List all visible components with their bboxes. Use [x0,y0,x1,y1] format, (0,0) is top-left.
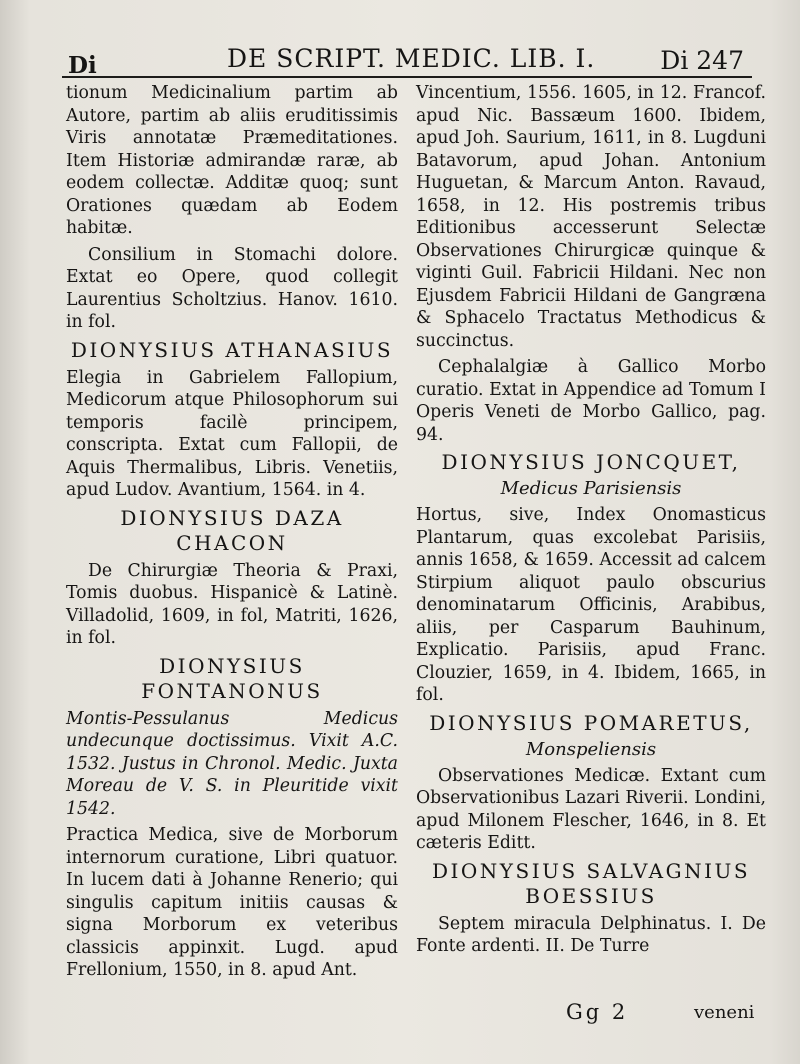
entry-heading: DIONYSIUS FONTANONUS [141,653,323,703]
text-paragraph: Montis-Pessulanus Medicus undecunque doctissimus. Vixit A.C. 1532. Justus in Chronol. Medic. Juxta Moreau de V. S. in Pleuritide vixit 1542. [66,708,398,819]
entry-subheading: Medicus Parisiensis [500,478,682,499]
text-paragraph: Cephalalgiæ à Gallico Morbo curatio. Extat in Appendice ad Tomum I Operis Veneti de Morbo Gallico, pag. 94. [416,357,766,445]
text-paragraph: Practica Medica, sive de Morborum internorum curatione, Libri quatuor. In lucem dati à Johanne Renerio; qui singulis capitum initiis causas & signa Morborum ex veteribus classicis appinxit. Lugd. apud Frellonium, 1550, in 8. apud Ant. [66,825,398,980]
text-paragraph: Observationes Medicæ. Extant cum Observationibus Lazari Riverii. Londini, apud Milonem Flescher, 1646, in 8. Et cæteris Editt. [416,765,766,853]
entry-heading: DIONYSIUS DAZA CHACON [120,505,344,555]
text-paragraph: Consilium in Stomachi dolore. Extat eo Opere, quod collegit Laurentius Scholtzius. Hanov. 1610. in fol. [66,244,398,332]
text-paragraph: Hortus, sive, Index Onomasticus Plantarum, quas excolebat Parisiis, annis 1658, & 1659. Accessit ad calcem Stirpium aliquot paulo obscurius denominatarum Officinis, Arabibus, aliis, per Casparum Bauhinum, Explicatio. Parisiis, apud Franc. Clouzier, 1659, in 4. Ibidem, 1665, in fol. [416,505,766,705]
header-guide-and-page-number: Di 247 [660,46,744,75]
text-paragraph: Septem miracula Delphinatus. I. De Fonte ardenti. II. De Turre [416,913,766,956]
left-column [66,82,398,986]
text-paragraph: Elegia in Gabrielem Fallopium, Medicorum atque Philosophorum sui temporis facilè principem, conscripta. Extat cum Fallopii, de Aquis Thermalibus, Libris. Venetiis, apud Ludov. Avantium, 1564. in 4. [66,367,398,500]
right-column [416,82,766,962]
catchword: veneni [694,1002,755,1023]
text-paragraph: Vincentium, 1556. 1605, in 12. Francof. apud Nic. Bassæum 1600. Ibidem, apud Joh. Saurium, 1611, in 8. Lugduni Batavorum, apud Johan. Antonium Huguetan, & Marcum Anton. Ravaud, 1658, in 12. His postremis tribus Editionibus accesserunt Selectæ Observationes Chirurgicæ quinque & viginti Guil. Fabricii Hildani. Nec non Ejusdem Fabricii Hildani de Gangræna & Sphacelo Tractatus Methodicus & succinctus. [416,83,766,351]
header-left-guide-word: Di [68,52,97,79]
text-paragraph: De Chirurgiæ Theoria & Praxi, Tomis duobus. Hispanicè & Latinè. Villadolid, 1609, in fol, Matriti, 1626, in fol. [66,560,398,648]
running-header [62,40,752,78]
signature-mark: Gg 2 [566,1000,629,1024]
entry-heading: DIONYSIUS ATHANASIUS [70,337,394,362]
entry-heading: DIONYSIUS JONCQUET, [441,450,741,474]
entry-heading: DIONYSIUS SALVAGNIUS BOESSIUS [431,858,751,908]
entry-heading: DIONYSIUS POMARETUS, [429,710,753,735]
entry-subheading: Monspeliensis [525,738,657,760]
text-paragraph: tionum Medicinalium partim ab Autore, partim ab aliis eruditissimis Viris annotatæ Præmeditationes. Item Historiæ admirandæ raræ, ab eodem collectæ. Additæ quoq; sunt Orationes quædam ab Eodem habitæ. [66,83,398,238]
header-title: DE SCRIPT. MEDIC. LIB. I. [227,44,596,73]
page-footer [0,1000,800,1030]
